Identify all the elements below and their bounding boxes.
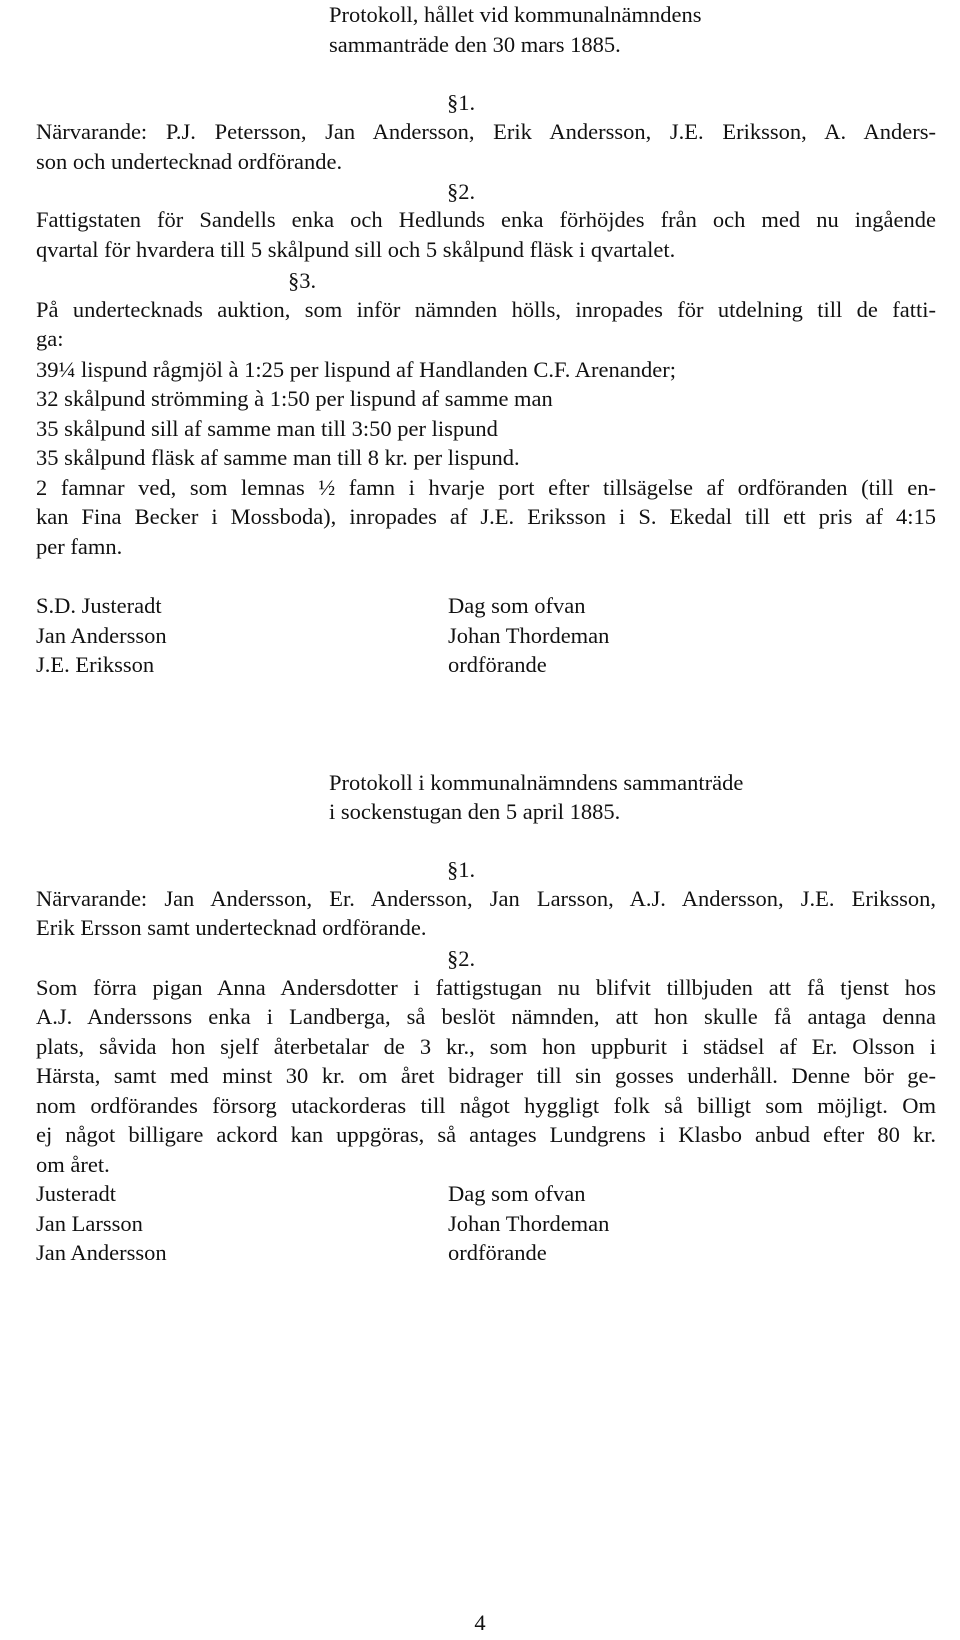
protocol2-title-line1: Protokoll i kommunalnämndens sammanträde <box>329 770 744 795</box>
list-item: 35 skålpund sill af samme man till 3:50 per lispund <box>36 416 498 441</box>
protocol1-title-line2: sammanträde den 30 mars 1885. <box>329 32 621 57</box>
protocol2-section2-line: Som förra pigan Anna Andersdotter i fattigstugan nu blifvit tillbjuden att få tjenst hos <box>36 975 936 1000</box>
protocol2-section2-line: Härsta, samt med minst 30 kr. om året bidrager till sin gosses underhåll. Denne bör ge- <box>36 1063 936 1088</box>
list-item: 32 skålpund strömming à 1:50 per lispund af samme man <box>36 386 553 411</box>
protocol2-section2-line: ej något billigare ackord kan uppgöras, så antages Lundgrens i Klasbo anbud efter 80 kr. <box>36 1122 936 1147</box>
protocol2-signature-left-1: Justeradt <box>36 1181 116 1206</box>
protocol1-section3-line2: ga: <box>36 326 64 351</box>
protocol2-section1-line2: Erik Ersson samt undertecknad ordförande. <box>36 915 427 940</box>
protocol2-section2-line: nom ordförandes försorg utackorderas till något hyggligt folk så billigt som möjligt. Om <box>36 1093 936 1118</box>
protocol2-signature-left-3: Jan Andersson <box>36 1240 167 1265</box>
list-item: 39¼ lispund rågmjöl à 1:25 per lispund af Handlanden C.F. Arenander; <box>36 357 676 382</box>
protocol1-section2-line2: qvartal för hvardera till 5 skålpund sill och 5 skålpund fläsk i qvartalet. <box>36 237 676 262</box>
protocol1-section3-line1: På undertecknads auktion, som inför nämnden hölls, inropades för utdelning till de fatti- <box>36 297 936 322</box>
protocol1-section1-line1: Närvarande: P.J. Petersson, Jan Andersson, Erik Andersson, J.E. Eriksson, A. Anders- <box>36 119 936 144</box>
protocol2-section2-line: A.J. Anderssons enka i Landberga, så beslöt nämnden, att hon skulle få antaga denna <box>36 1004 936 1029</box>
protocol2-signature-right-3: ordförande <box>448 1240 547 1265</box>
list-item: 35 skålpund fläsk af samme man till 8 kr. per lispund. <box>36 445 520 470</box>
protocol1-section1-line2: son och undertecknad ordförande. <box>36 149 343 174</box>
protocol2-signature-right-2: Johan Thordeman <box>448 1211 610 1236</box>
protocol1-signature-right-3: ordförande <box>448 652 547 677</box>
protocol2-section2-line: om året. <box>36 1152 110 1177</box>
protocol2-section2-line: plats, såvida hon sjelf återbetalar de 3 kr., som hon uppburit i städsel af Er. Olsson i <box>36 1034 936 1059</box>
protocol1-firewood-line1: 2 famnar ved, som lemnas ½ famn i hvarje port efter tillsägelse af ordföranden (till en- <box>36 475 936 500</box>
protocol1-section1-heading: §1. <box>447 90 476 115</box>
protocol1-title-line1: Protokoll, hållet vid kommunalnämndens <box>329 2 702 27</box>
protocol1-signature-left-2: Jan Andersson <box>36 623 167 648</box>
protocol1-firewood-line3: per famn. <box>36 534 123 559</box>
protocol2-section1-heading: §1. <box>447 857 476 882</box>
page-number: 4 <box>474 1610 486 1635</box>
protocol2-signature-left-2: Jan Larsson <box>36 1211 143 1236</box>
protocol1-signature-right-2: Johan Thordeman <box>448 623 610 648</box>
protocol1-signature-left-3: J.E. Eriksson <box>36 652 155 677</box>
protocol1-section2-line1: Fattigstaten för Sandells enka och Hedlunds enka förhöjdes från och med nu ingående <box>36 207 936 232</box>
protocol1-signature-left-1: S.D. Justeradt <box>36 593 162 618</box>
protocol1-signature-right-1: Dag som ofvan <box>448 593 586 618</box>
protocol1-section2-heading: §2. <box>447 179 476 204</box>
protocol2-section1-line1: Närvarande: Jan Andersson, Er. Andersson, Jan Larsson, A.J. Andersson, J.E. Eriksson, <box>36 886 936 911</box>
protocol2-section2-heading: §2. <box>447 946 476 971</box>
protocol2-signature-right-1: Dag som ofvan <box>448 1181 586 1206</box>
protocol1-firewood-line2: kan Fina Becker i Mossboda), inropades af J.E. Eriksson i S. Ekedal till ett pris af 4:15 <box>36 504 936 529</box>
protocol2-title-line2: i sockenstugan den 5 april 1885. <box>329 799 621 824</box>
protocol1-section3-heading: §3. <box>288 268 317 293</box>
